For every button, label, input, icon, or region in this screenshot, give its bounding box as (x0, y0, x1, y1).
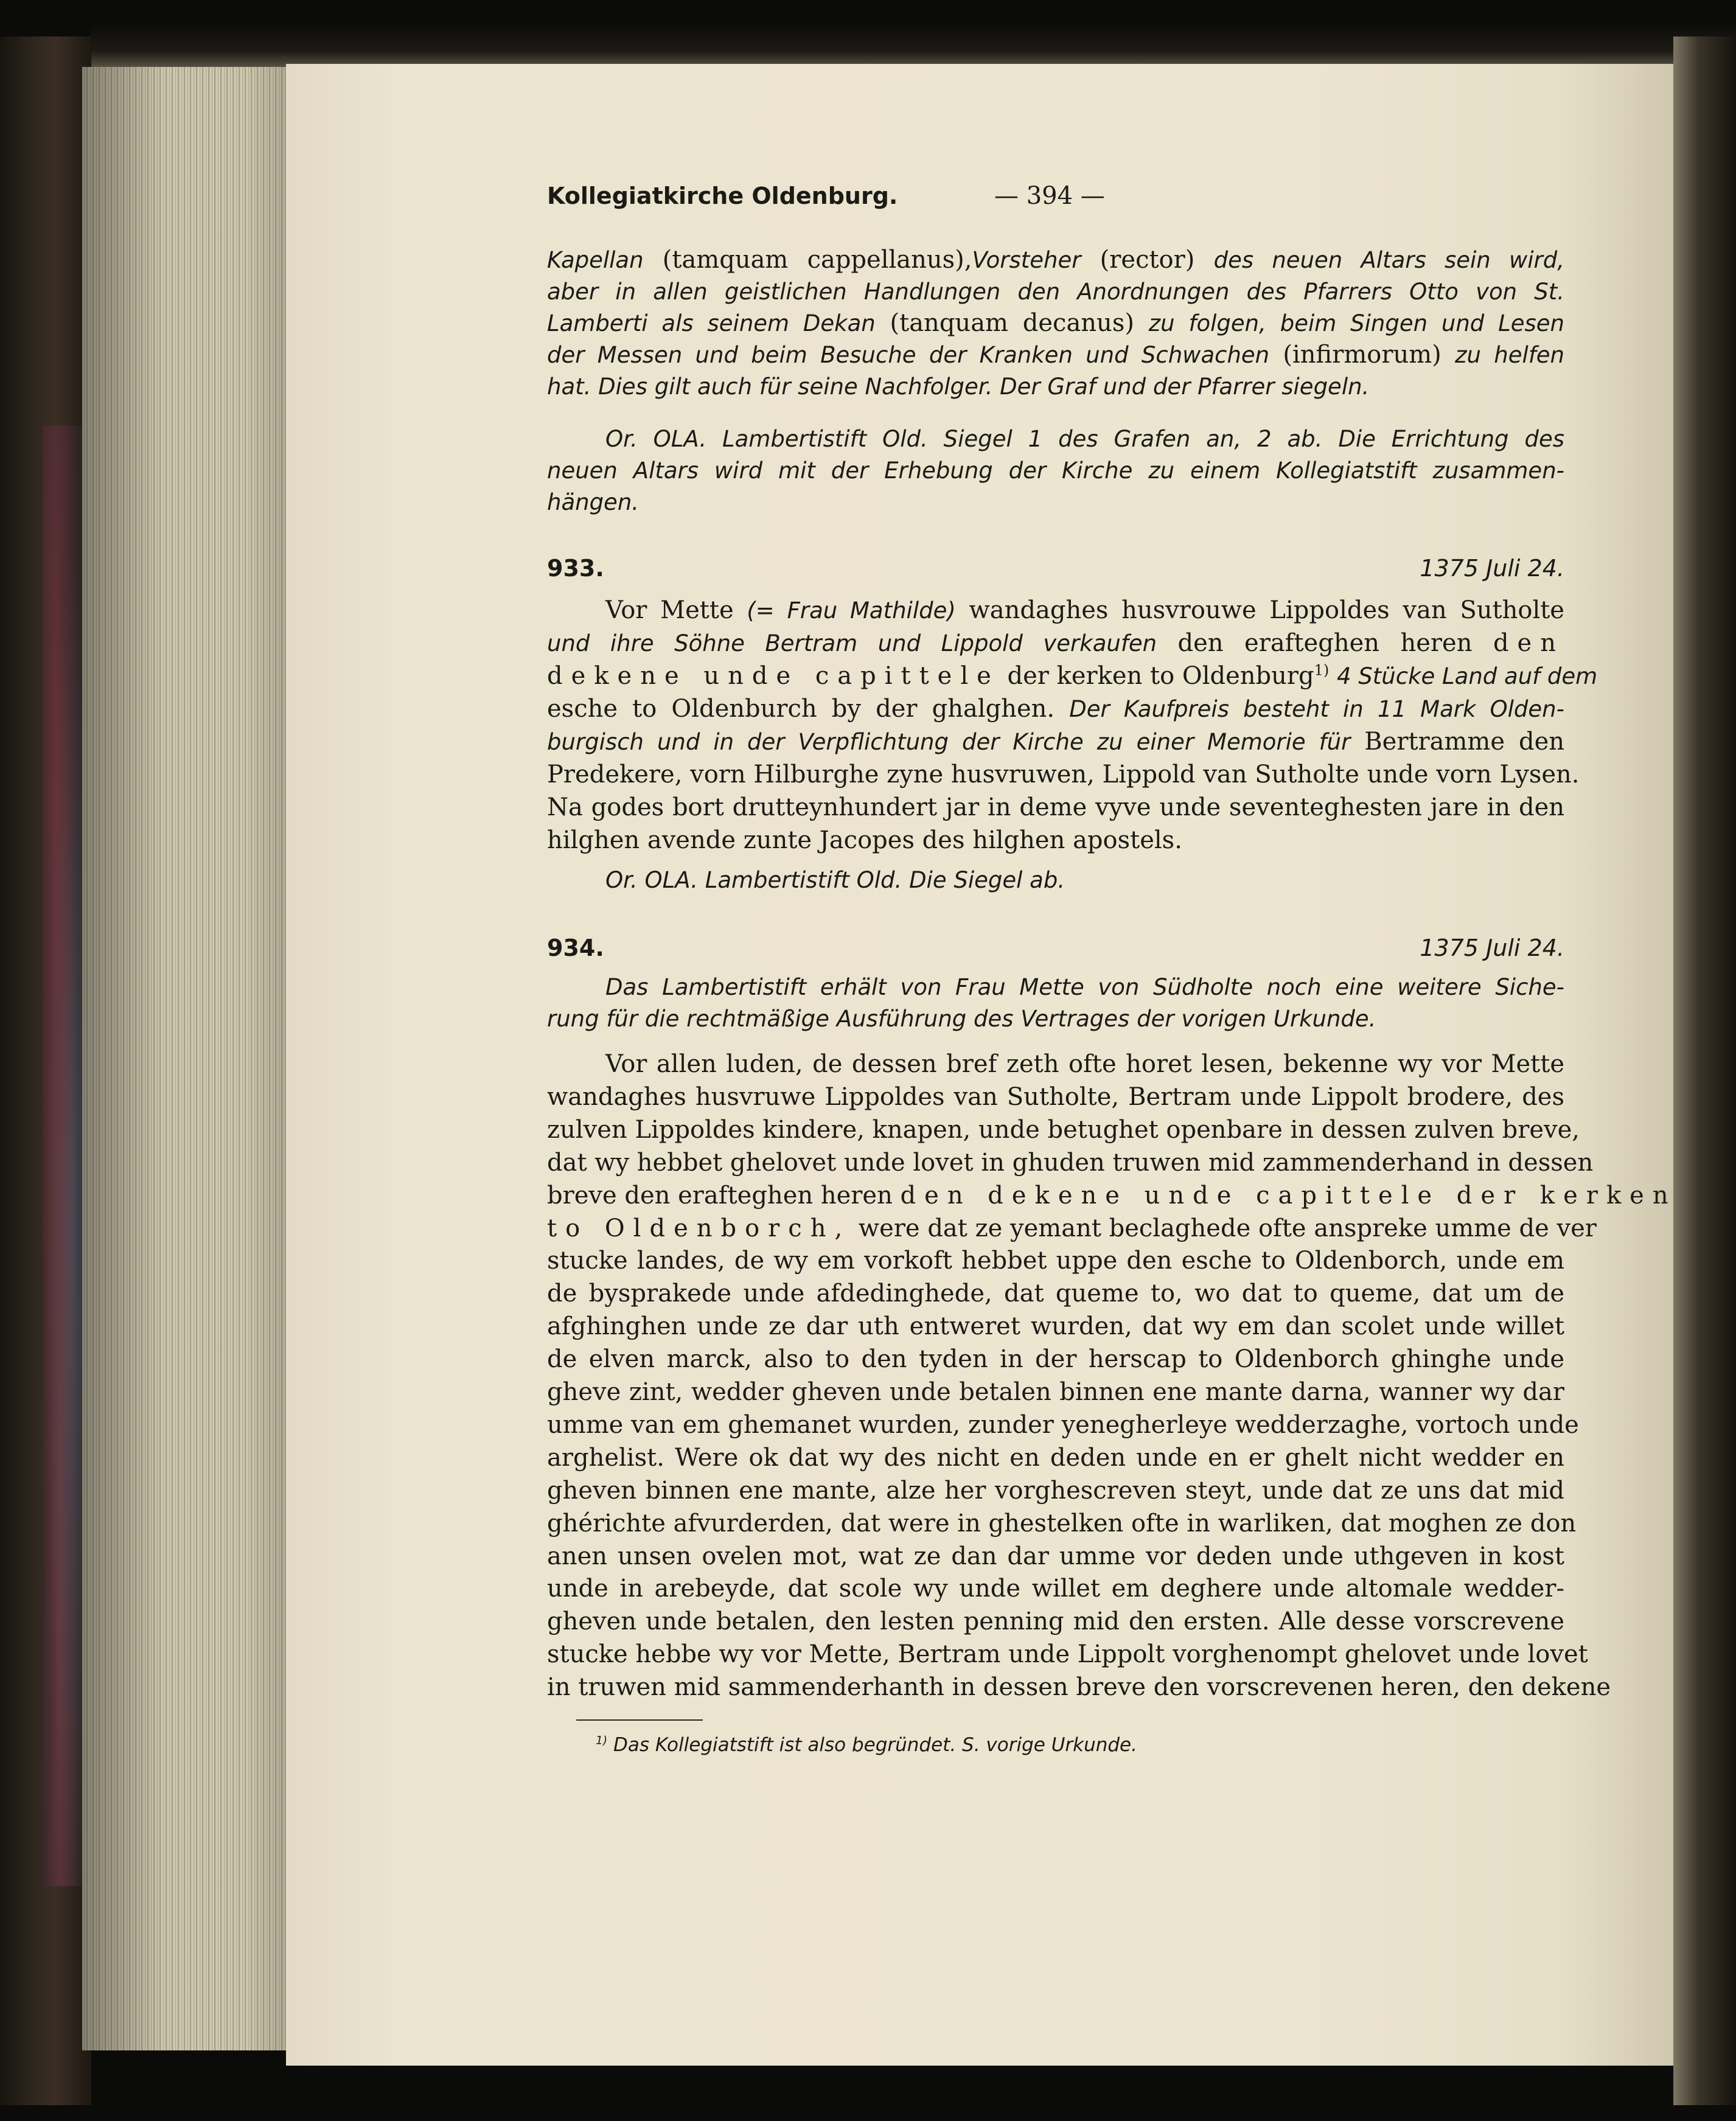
italic-text: Der Kaufpreis besteht in 11 Mark Olden- (1069, 696, 1564, 722)
text-run: esche to Oldenburch by der ghalghen. (547, 695, 1070, 723)
document-934-line (547, 1277, 1564, 1310)
italic-text: burgisch und in der Verpflichtung der Kirche zu einer Memorie für (547, 729, 1351, 755)
document-933-line (605, 594, 1564, 627)
text-run: anen unsen ovelen mot, wat ze dan dar umme vor deden unde uthgeven in kost (547, 1542, 1564, 1570)
italic-text: Or. OLA. Lambertistift Old. Siegel 1 des Grafen an, 2 ab. Die Errichtung des (605, 426, 1564, 452)
document-934-line (547, 1146, 1594, 1179)
italic-text: (= Frau Mathilde) (747, 597, 956, 624)
text-run: Vor Mette (605, 596, 747, 624)
document-934-summary-line: Das Lambertistift erhält von Frau Mette von Südholte noch eine weitere Siche- (605, 974, 1564, 1000)
document-934-line (547, 1409, 1579, 1441)
document-date-934: 1375 Juli 24. (1420, 935, 1564, 961)
document-933-note: Or. OLA. Lambertistift Old. Die Siegel ab. (605, 867, 1065, 893)
spaced-text: to Oldenborch, (547, 1214, 851, 1242)
text-run: were dat ze yemant beclaghede ofte anspreke umme de ver (851, 1214, 1597, 1242)
document-934-line (547, 1638, 1588, 1671)
page-edges-shadow (82, 67, 289, 2050)
footnote-rule (576, 1719, 703, 1721)
facing-page-edge (1673, 37, 1736, 2105)
continuation-line (547, 307, 1564, 340)
document-934-line (547, 1605, 1564, 1638)
spaced-text: dekene unde capittele (547, 662, 1000, 690)
document-number-933: 933. (547, 555, 604, 582)
text-run: dat wy hebbet ghelovet unde lovet in ghuden truwen mid zammenderhand in dessen (547, 1148, 1594, 1177)
document-934-line (547, 1572, 1564, 1605)
document-date-933: 1375 Juli 24. (1420, 555, 1564, 582)
text-run (1329, 662, 1337, 690)
text-run: arghelist. Were ok dat wy des nicht en deden unde en er ghelt nicht wedder en (547, 1443, 1564, 1472)
document-933-line (547, 660, 1598, 692)
text-run: gheve zint, wedder gheven unde betalen binnen ene mante darna, wanner wy dar (547, 1378, 1564, 1406)
spaced-text: den (1493, 629, 1564, 657)
document-934-line (547, 1540, 1564, 1573)
text-run: breve den erafteghen heren (547, 1181, 901, 1210)
text-run: wandaghes husvrouwe Lippoldes van Sutholte (955, 596, 1564, 624)
document-934-line (547, 1671, 1611, 1704)
document-934-line (547, 1212, 1597, 1245)
continuation-line (547, 338, 1564, 371)
running-head (547, 178, 1564, 214)
document-934-line (547, 1113, 1580, 1146)
continuation-line (547, 243, 1564, 276)
text-run: stucke hebbe wy vor Mette, Bertram unde Lippolt vorghenompt ghelovet unde lovet (547, 1640, 1588, 1669)
footnote-text: Das Kollegiatstift ist also begründet. S. vorige Urkunde. (613, 1734, 1137, 1756)
text-run: (infirmorum) (1269, 341, 1455, 369)
document-933-line (547, 824, 1564, 857)
italic-text: Vorsteher (972, 247, 1081, 273)
text-run: gheven unde betalen, den lesten penning mid den ersten. Alle desse vorscrevene (547, 1607, 1564, 1636)
text-run: de elven marck, also to den tyden in der herscap to Oldenborch ghinghe unde (547, 1345, 1564, 1374)
italic-text: Lamberti als seinem Dekan (547, 310, 876, 336)
book-top-edge (91, 24, 1736, 68)
document-933-line (547, 627, 1564, 660)
document-934-line (547, 1244, 1564, 1277)
text-run: gheven binnen ene mante, alze her vorghescreven steyt, unde dat ze uns dat mid (547, 1476, 1564, 1505)
text-run: Vor allen luden, de dessen bref zeth ofte horet lesen, bekenne wy vor Mette (605, 1050, 1564, 1078)
text-run: unde in arebeyde, dat scole wy unde willet em deghere unde altomale wedder- (547, 1575, 1564, 1603)
text-run: afghinghen unde ze dar uth entweret wurden, dat wy em dan scolet unde willet (547, 1312, 1564, 1341)
document-934-line (547, 1474, 1564, 1507)
document-933-line (547, 758, 1580, 791)
italic-text: aber in allen geistlichen Handlungen den Anordnungen des Pfarrers Otto von St. (547, 279, 1564, 305)
document-934-summary-line: rung für die rechtmäßige Ausführung des Vertrages der vorigen Urkunde. (547, 1006, 1376, 1032)
text-run: hilghen avende zunte Jacopes des hilghen apostels. (547, 826, 1182, 854)
text-run: ghérichte afvurderden, dat were in ghestelken ofte in warliken, dat moghen ze don (547, 1509, 1577, 1538)
italic-text: der Messen und beim Besuche der Kranken und Schwachen (547, 342, 1270, 368)
text-run: Na godes bort drutteynhundert jar in deme vyve unde seventeghesten jare in den (547, 793, 1564, 821)
document-934-line (547, 1081, 1564, 1113)
document-933-line (547, 725, 1564, 758)
document-934-line (547, 1376, 1564, 1409)
text-run: den erafteghen heren (1157, 629, 1493, 657)
text-run: (tamquam cappellanus), (643, 246, 972, 274)
text-run: de bysprakede unde afdedinghede, dat queme to, wo dat to queme, dat um de (547, 1280, 1564, 1308)
document-number-934: 934. (547, 935, 604, 961)
document-934-line (547, 1507, 1577, 1540)
text-run: Predekere, vorn Hilburghe zyne husvruwen, Lippold van Sutholte unde vorn Lysen. (547, 761, 1580, 789)
text-run: zulven Lippoldes kindere, knapen, unde betughet openbare in dessen zulven breve, (547, 1115, 1580, 1144)
continuation-note-line (605, 422, 1564, 455)
text-run: (tanquam decanus) (875, 309, 1149, 337)
document-933-line (547, 791, 1564, 824)
italic-text: hängen. (547, 489, 640, 515)
footnote-reference: 1) (1314, 661, 1330, 679)
italic-text: 4 Stücke Land auf dem (1337, 663, 1598, 689)
text-run: stucke landes, de wy em vorkoft hebbet uppe den esche to Oldenborch, unde em (547, 1247, 1564, 1275)
footnote (596, 1730, 1137, 1760)
italic-text: des neuen Altars sein wird, (1213, 247, 1565, 273)
italic-text: und ihre Söhne Bertram und Lippold verkaufen (547, 630, 1157, 656)
document-934-line (547, 1310, 1564, 1343)
footnote-marker: 1) (596, 1734, 608, 1747)
document-934-line (547, 1179, 1677, 1212)
italic-text: hat. Dies gilt auch für seine Nachfolger. Der Graf und der Pfarrer siegeln. (547, 374, 1370, 400)
page-number: — 394 — (994, 182, 1105, 210)
marbled-endpaper (43, 426, 85, 1886)
spaced-text: den dekene unde capittele der kerken (900, 1181, 1677, 1210)
text-run: (rector) (1081, 246, 1214, 274)
document-934-line (547, 1343, 1564, 1376)
document-933-line (547, 692, 1564, 725)
continuation-note-line (547, 486, 1564, 518)
text-run: umme van em ghemanet wurden, zunder yenegherleye wedderzaghe, vortoch unde (547, 1410, 1579, 1439)
continuation-note-line (547, 454, 1564, 487)
text-run: wandaghes husvruwe Lippoldes van Sutholte, Bertram unde Lippolt brodere, des (547, 1082, 1564, 1111)
continuation-line (547, 370, 1564, 403)
document-934-line (605, 1048, 1564, 1081)
text-run: in truwen mid sammenderhanth in dessen breve den vorscrevenen heren, den dekene (547, 1673, 1611, 1702)
continuation-line (547, 275, 1564, 308)
document-934-line (547, 1441, 1564, 1474)
text-run: Bertramme den (1350, 728, 1565, 756)
italic-text: Kapellan (547, 247, 644, 273)
italic-text: zu folgen, beim Singen und Lesen (1148, 310, 1564, 336)
text-run: der kerken to Oldenburg (999, 662, 1314, 690)
running-head-title: Kollegiatkirche Oldenburg. (547, 183, 898, 209)
italic-text: neuen Altars wird mit der Erhebung der Kirche zu einem Kollegiatstift zusammen- (547, 458, 1564, 484)
italic-text: zu helfen (1455, 342, 1564, 368)
